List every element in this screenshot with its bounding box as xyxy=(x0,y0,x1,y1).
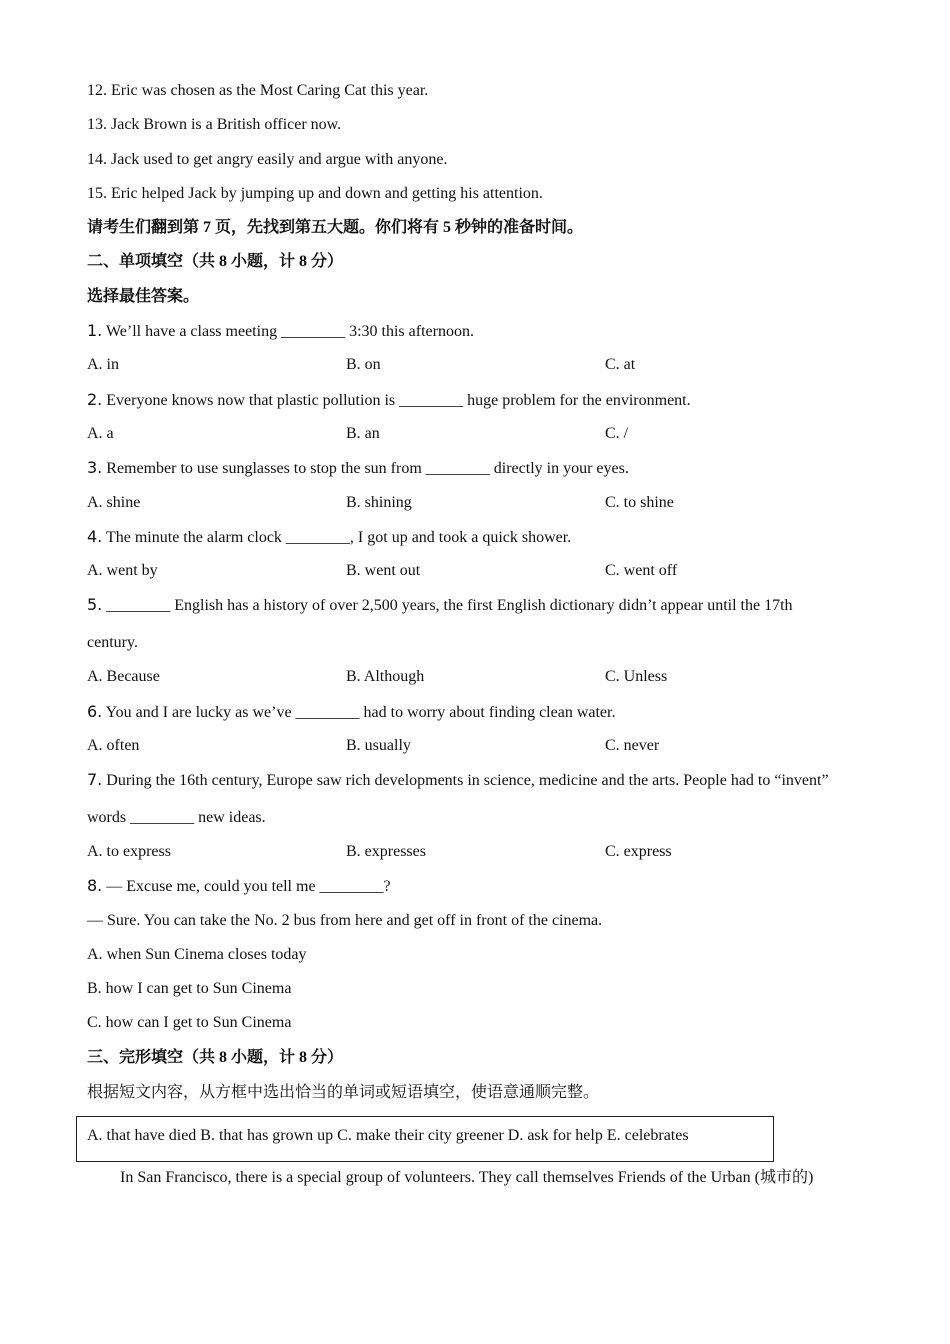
option-b[interactable]: B. on xyxy=(346,356,381,374)
option-c[interactable]: C. / xyxy=(605,424,629,442)
option-c[interactable]: C. how can I get to Sun Cinema xyxy=(87,1014,292,1032)
options-7 xyxy=(87,839,877,873)
option-c[interactable]: C. never xyxy=(605,736,660,754)
options-2 xyxy=(87,421,877,455)
question-8-reply: — Sure. You can take the No. 2 bus from here and get off in front of the cinema. xyxy=(87,911,603,929)
option-b[interactable]: B. expresses xyxy=(346,842,426,860)
question-8: 8. — Excuse me, could you tell me ________? xyxy=(87,876,391,896)
options-3 xyxy=(87,490,877,524)
option-b[interactable]: B. Although xyxy=(346,668,425,686)
option-b[interactable]: B. shining xyxy=(346,493,412,511)
option-a[interactable]: A. went by xyxy=(87,562,158,580)
word-bank-box: A. that have died B. that has grown up C. make their city greener D. ask for help E. celebrates xyxy=(76,1116,774,1162)
option-a[interactable]: A. a xyxy=(87,424,114,442)
question-5: 5. ________ English has a history of over 2,500 years, the first English dictionary didn’t appear until the 17th xyxy=(87,595,793,615)
exam-page xyxy=(87,78,877,1113)
section2-instruction: 选择最佳答案。 xyxy=(87,287,200,305)
prev-item-12: 12. Eric was chosen as the Most Caring Cat this year. xyxy=(87,82,429,99)
options-1 xyxy=(87,352,877,386)
section3-title: 三、完形填空（共 8 小题，计 8 分） xyxy=(87,1048,344,1066)
question-1: 1. We’ll have a class meeting ________ 3:30 this afternoon. xyxy=(87,321,474,341)
option-a[interactable]: A. when Sun Cinema closes today xyxy=(87,945,307,963)
section2-title: 二、单项填空（共 8 小题，计 8 分） xyxy=(87,253,344,271)
option-a[interactable]: A. to express xyxy=(87,842,171,860)
question-7-continued: words ________ new ideas. xyxy=(87,808,266,826)
options-5 xyxy=(87,664,877,698)
prev-item-13: 13. Jack Brown is a British officer now. xyxy=(87,116,342,134)
question-2: 2. Everyone knows now that plastic pollution is ________ huge problem for the environment. xyxy=(87,389,691,409)
question-3: 3. Remember to use sunglasses to stop the sun from ________ directly in your eyes. xyxy=(87,458,629,478)
passage-text: In San Francisco, there is a special group of volunteers. They call themselves Friends of the Urban (城市的) xyxy=(120,1169,814,1186)
options-4 xyxy=(87,558,877,592)
section3-instruction: 根据短文内容，从方框中选出恰当的单词或短语填空，使语意通顺完整。 xyxy=(87,1082,600,1102)
option-b[interactable]: B. how I can get to Sun Cinema xyxy=(87,980,292,998)
option-a[interactable]: A. often xyxy=(87,736,140,754)
prev-item-14: 14. Jack used to get angry easily and argue with anyone. xyxy=(87,150,448,168)
option-a[interactable]: A. in xyxy=(87,356,119,374)
option-b[interactable]: B. usually xyxy=(346,736,411,754)
question-4: 4. The minute the alarm clock ________, I got up and took a quick shower. xyxy=(87,526,572,546)
option-c[interactable]: C. to shine xyxy=(605,493,674,511)
option-a[interactable]: A. Because xyxy=(87,668,160,686)
option-c[interactable]: C. at xyxy=(605,356,636,374)
question-7: 7. During the 16th century, Europe saw rich developments in science, medicine and the arts. People had to “invent” xyxy=(87,770,829,790)
option-b[interactable]: B. an xyxy=(346,424,380,442)
option-c[interactable]: C. went off xyxy=(605,562,678,580)
question-6: 6. You and I are lucky as we’ve ________ had to worry about finding clean water. xyxy=(87,701,616,721)
option-b[interactable]: B. went out xyxy=(346,562,421,580)
options-6 xyxy=(87,733,877,767)
prev-item-15: 15. Eric helped Jack by jumping up and down and getting his attention. xyxy=(87,184,543,202)
option-c[interactable]: C. Unless xyxy=(605,668,668,686)
option-c[interactable]: C. express xyxy=(605,842,672,860)
question-5-continued: century. xyxy=(87,633,138,651)
notice: 请考生们翻到第 7 页，先找到第五大题。你们将有 5 秒钟的准备时间。 xyxy=(87,219,584,237)
option-a[interactable]: A. shine xyxy=(87,493,141,511)
